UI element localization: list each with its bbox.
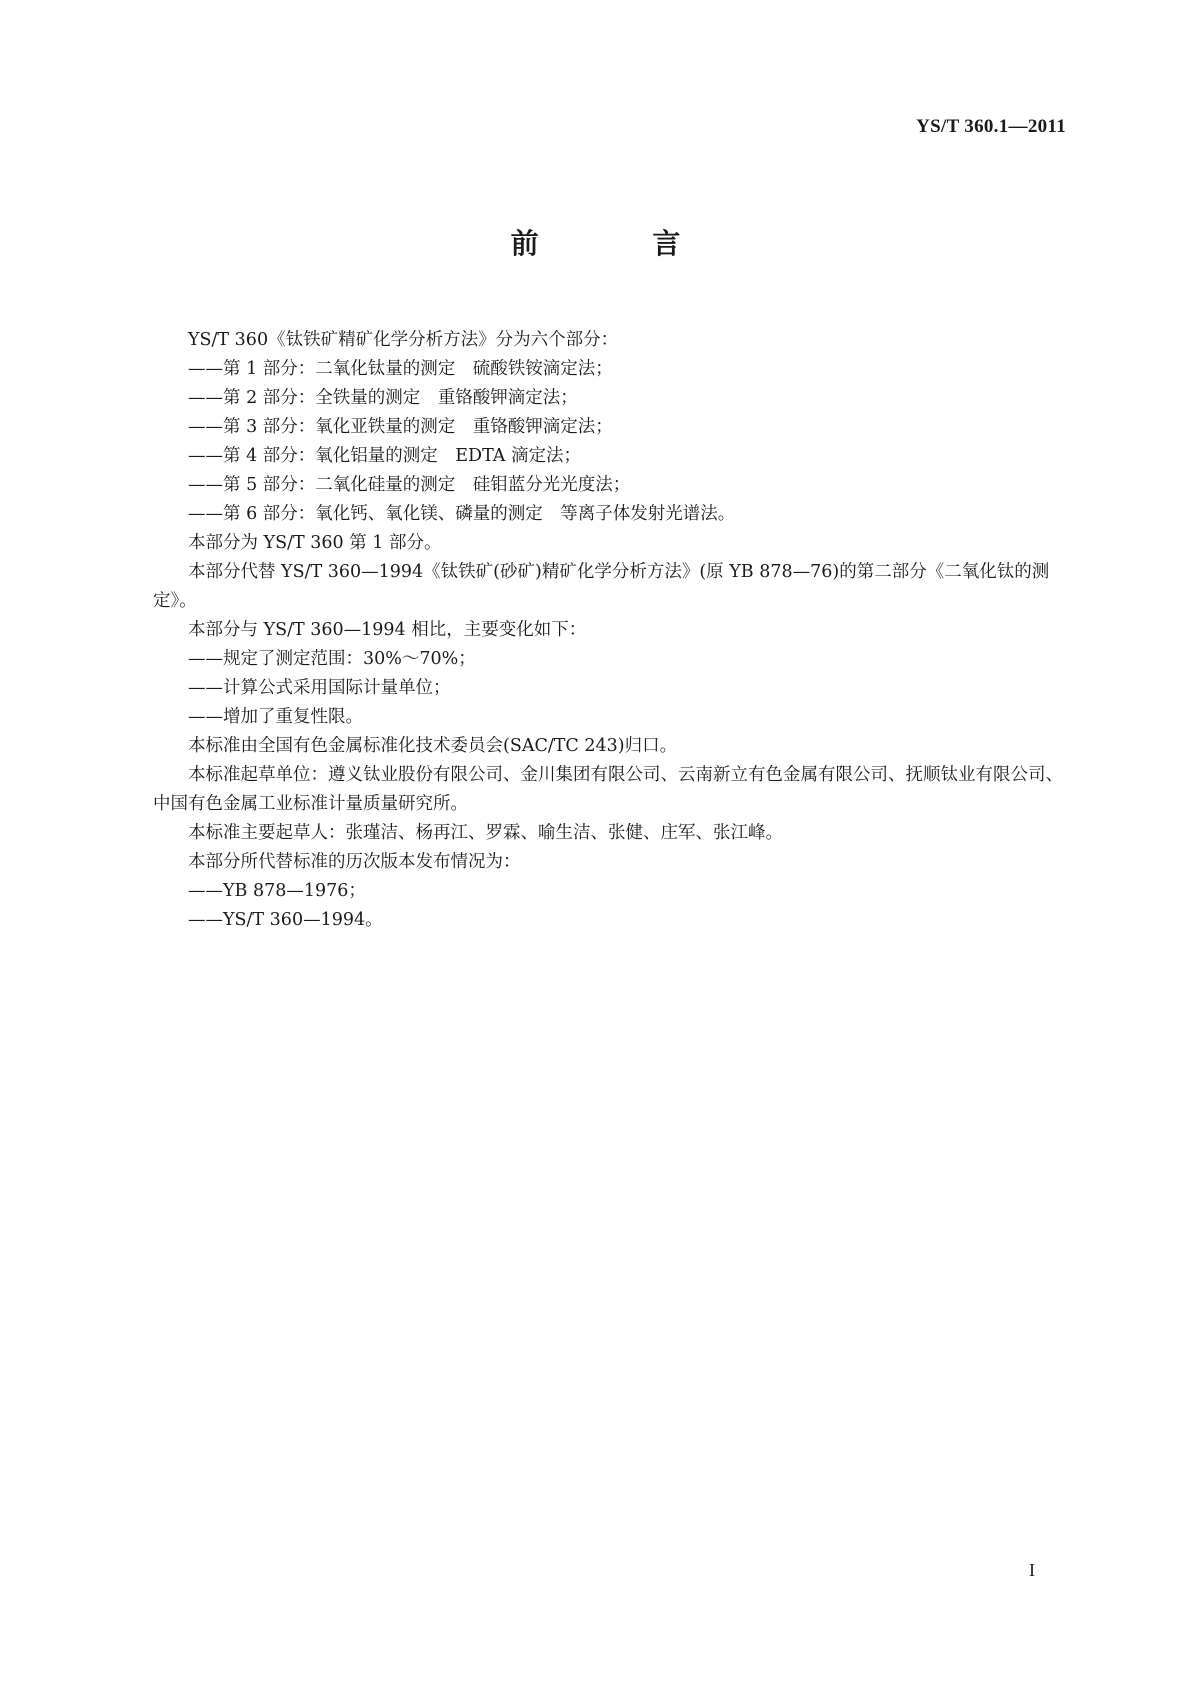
paragraph-this-part: 本部分为 YS/T 360 第 1 部分。 <box>188 533 442 553</box>
paragraph-parts-intro: YS/T 360《钛铁矿精矿化学分析方法》分为六个部分： <box>188 330 619 350</box>
paragraph-drafting-units: 本标准起草单位：遵义钛业股份有限公司、金川集团有限公司、云南新立有色金属有限公司、抚顺钛业有限公司、中国有色金属工业标准计量质量研究所。 <box>153 765 1063 814</box>
paragraph-replaces: 本部分代替 YS/T 360—1994《钛铁矿(砂矿)精矿化学分析方法》(原 YB 878—76)的第二部分《二氧化钛的测定》。 <box>153 562 1050 611</box>
standard-number: YS/T 360.1—2011 <box>916 116 1066 137</box>
list-item-part-4: ——第 4 部分：氧化铝量的测定 EDTA 滴定法； <box>188 446 581 466</box>
list-item-part-2: ——第 2 部分：全铁量的测定 重铬酸钾滴定法； <box>188 388 578 408</box>
list-item-history-1: ——YB 878—1976； <box>188 881 366 901</box>
list-item-change-2: ——计算公式采用国际计量单位； <box>188 678 451 698</box>
page-title: 前 言 <box>510 227 733 260</box>
foreword-body <box>153 326 1065 935</box>
paragraph-changes-intro: 本部分与 YS/T 360—1994 相比，主要变化如下： <box>188 620 587 640</box>
paragraph-history-intro: 本部分所代替标准的历次版本发布情况为： <box>188 852 521 872</box>
list-item-part-5: ——第 5 部分：二氧化硅量的测定 硅钼蓝分光光度法； <box>188 475 631 495</box>
list-item-change-3: ——增加了重复性限。 <box>188 707 363 727</box>
page-number: I <box>1029 1560 1035 1580</box>
paragraph-committee: 本标准由全国有色金属标准化技术委员会(SAC/TC 243)归口。 <box>188 736 678 756</box>
list-item-part-1: ——第 1 部分：二氧化钛量的测定 硫酸铁铵滴定法； <box>188 359 613 379</box>
list-item-part-3: ——第 3 部分：氧化亚铁量的测定 重铬酸钾滴定法； <box>188 417 613 437</box>
list-item-change-1: ——规定了测定范围：30%～70%； <box>188 649 476 669</box>
paragraph-drafters: 本标准主要起草人：张瑾洁、杨再江、罗霖、喻生洁、张健、庄军、张江峰。 <box>188 823 783 843</box>
list-item-history-2: ——YS/T 360—1994。 <box>188 910 383 930</box>
list-item-part-6: ——第 6 部分：氧化钙、氧化镁、磷量的测定 等离子体发射光谱法。 <box>188 504 736 524</box>
